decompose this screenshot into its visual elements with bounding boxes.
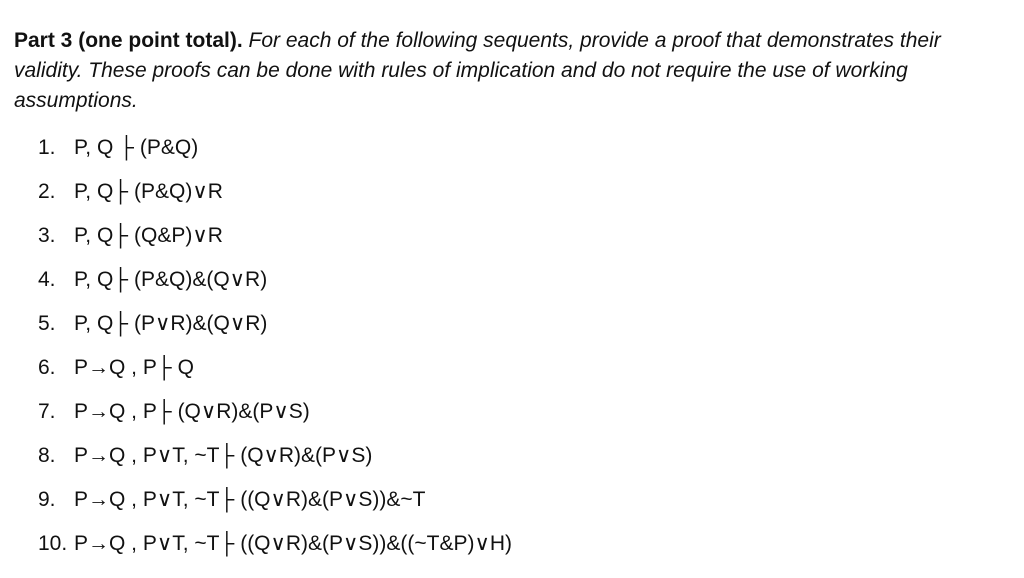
sequent-item (38, 434, 512, 478)
sequent-number: 9. (38, 488, 56, 511)
sequent-number: 4. (38, 268, 56, 291)
instructions-paragraph (14, 26, 1004, 116)
sequent-number: 3. (38, 224, 56, 247)
sequent-formula: P→Q , P├ Q (74, 356, 194, 379)
sequent-formula: P, Q├ (P&Q)&(Q∨R) (74, 268, 268, 291)
sequent-item (38, 346, 512, 390)
sequent-number: 6. (38, 356, 56, 379)
sequent-number: 5. (38, 312, 56, 335)
sequent-formula: P→Q , P├ (Q∨R)&(P∨S) (74, 400, 310, 423)
sequent-item (38, 302, 512, 346)
sequent-number: 7. (38, 400, 56, 423)
sequent-item (38, 258, 512, 302)
sequent-item (38, 214, 512, 258)
sequent-formula: P→Q , P∨T, ~T├ (Q∨R)&(P∨S) (74, 444, 373, 467)
sequent-number: 1. (38, 136, 56, 159)
sequent-formula: P, Q├ (Q&P)∨R (74, 224, 223, 247)
part-heading: Part 3 (one point total). (14, 29, 243, 52)
sequent-number: 10. (38, 532, 68, 555)
document (14, 26, 1004, 116)
sequent-number: 2. (38, 180, 56, 203)
sequent-item (38, 126, 512, 170)
sequent-number: 8. (38, 444, 56, 467)
sequent-item (38, 522, 512, 566)
sequent-formula: P→Q , P∨T, ~T├ ((Q∨R)&(P∨S))&~T (74, 488, 426, 511)
sequent-formula: P, Q ├ (P&Q) (74, 136, 199, 159)
sequent-list (38, 126, 512, 566)
sequent-item (38, 390, 512, 434)
instructions-text: For each of the following sequents, provide a proof that demonstrates their validity. These proofs can be done with rules of implication and do not require the use of working assumptions. (14, 29, 941, 112)
sequent-formula: P, Q├ (P∨R)&(Q∨R) (74, 312, 268, 335)
sequent-item (38, 170, 512, 214)
sequent-formula: P→Q , P∨T, ~T├ ((Q∨R)&(P∨S))&((~T&P)∨H) (74, 532, 513, 555)
sequent-formula: P, Q├ (P&Q)∨R (74, 180, 223, 203)
sequent-item (38, 478, 512, 522)
